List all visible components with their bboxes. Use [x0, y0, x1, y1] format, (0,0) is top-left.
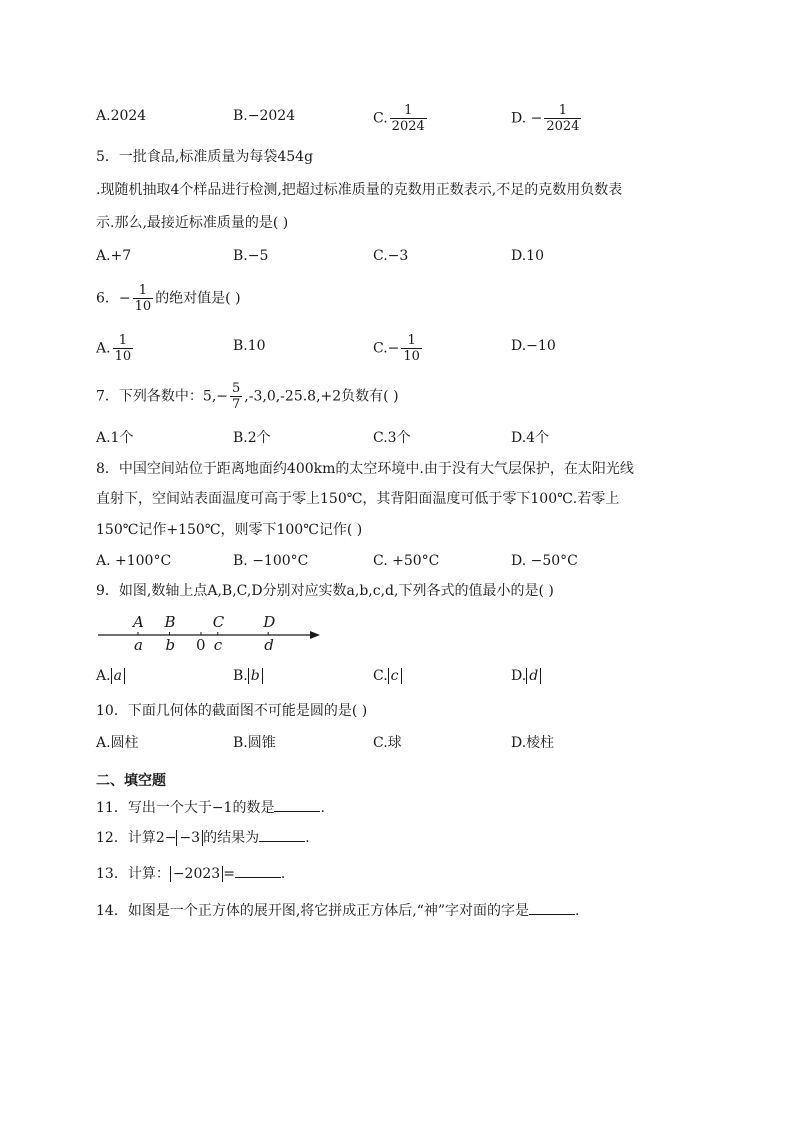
absolute-value: a [111, 668, 125, 684]
q10-option-b[interactable]: B.圆锥 [233, 735, 276, 751]
number-line [96, 612, 326, 654]
q11: 11．写出一个大于−1的数是 . [96, 796, 325, 820]
q9-option-d[interactable]: D. d [511, 663, 541, 689]
q8-options [96, 548, 736, 574]
q6-options [96, 333, 736, 364]
q7-option-d[interactable]: D.4个 [511, 430, 550, 446]
fraction: $\frac{1}{10}$ [403, 333, 420, 364]
section-title-fill-in: 二、填空题 [96, 773, 166, 789]
q10-options [96, 730, 736, 756]
q8-stem-line2: 直射下，空间站表面温度可高于零上150℃，其背阳面温度可低于零下100℃.若零上 [96, 491, 620, 507]
q10-option-d[interactable]: D.棱柱 [511, 735, 555, 751]
q10-stem: 10．下面几何体的截面图不可能是圆的是( ) [96, 703, 368, 719]
q7-option-a[interactable]: A.1个 [96, 430, 134, 446]
absolute-value: −2023 [170, 866, 223, 882]
q9-option-a[interactable]: A. a [96, 663, 125, 689]
fraction: $\frac{5}{7}$ [232, 381, 241, 412]
q6-stem: 6．− $\frac{1}{10}$ 的绝对值是( ) [96, 283, 241, 314]
q13: 13．计算： −2023 = . [96, 862, 285, 886]
q8-option-b[interactable]: B. −100°C [233, 553, 309, 569]
point-label-C: C [212, 613, 225, 631]
point-label-A: A [133, 613, 144, 631]
point-value-d: d [264, 636, 274, 654]
q12: 12．计算2− −3 的结果为 . [96, 826, 310, 850]
fraction: $\frac{1}{2024}$ [546, 103, 580, 134]
q7-options [96, 425, 736, 451]
q5-option-c[interactable]: C.−3 [373, 248, 409, 264]
q5-option-a[interactable]: A.+7 [96, 248, 132, 264]
q7-option-b[interactable]: B.2个 [233, 430, 271, 446]
q6-option-c[interactable]: C.− $\frac{1}{10}$ [373, 333, 420, 364]
q7-stem: 7．下列各数中：5,− $\frac{5}{7}$ ,-3,0,-25.8,+2负数有( ) [96, 381, 399, 412]
zero-label: 0 [196, 636, 206, 654]
q5-options [96, 243, 736, 269]
q10-option-a[interactable]: A.圆柱 [96, 735, 139, 751]
q5-stem-line2: .现随机抽取4个样品进行检测,把超过标准质量的克数用正数表示,不足的克数用负数表 [96, 182, 623, 198]
q10-option-c[interactable]: C.球 [373, 735, 402, 751]
q8-option-c[interactable]: C. +50°C [373, 553, 440, 569]
answer-blank[interactable] [529, 900, 575, 915]
q8-option-a[interactable]: A. +100°C [96, 553, 172, 569]
q9-stem: 9．如图,数轴上点A,B,C,D分别对应实数a,b,c,d,下列各式的值最小的是( ) [96, 583, 554, 599]
q7-option-c[interactable]: C.3个 [373, 430, 411, 446]
q14: 14．如图是一个正方体的展开图,将它拼成正方体后,“神”字对面的字是 . [96, 899, 579, 923]
number-line-arrow [310, 631, 320, 639]
q4-option-b[interactable]: B.−2024 [233, 108, 296, 124]
absolute-value: c [388, 668, 402, 684]
point-value-c: c [213, 636, 223, 654]
q6-option-d[interactable]: D.−10 [511, 338, 556, 354]
q5-stem-line3: 示.那么,最接近标准质量的是( ) [96, 215, 289, 231]
absolute-value: b [248, 668, 263, 684]
q5-option-d[interactable]: D.10 [511, 248, 544, 264]
q6-option-b[interactable]: B.10 [233, 338, 266, 354]
fraction: $\frac{1}{10}$ [134, 283, 152, 314]
q4-option-c[interactable]: C. $\frac{1}{2024}$ [373, 103, 425, 134]
q5-stem-line1: 5．一批食品,标准质量为每袋454g [96, 149, 314, 165]
q6-option-a[interactable]: A. $\frac{1}{10}$ [96, 333, 132, 364]
answer-blank[interactable] [274, 797, 320, 812]
q9-options [96, 663, 736, 689]
answer-blank[interactable] [235, 863, 281, 878]
q9-option-c[interactable]: C. c [373, 663, 402, 689]
absolute-value: −3 [176, 830, 203, 846]
q5-option-b[interactable]: B.−5 [233, 248, 269, 264]
point-label-D: D [263, 613, 276, 631]
answer-blank[interactable] [259, 827, 305, 842]
q8-stem-line1: 8．中国空间站位于距离地面约400km的太空环境中.由于没有大气层保护，在太阳光线 [96, 461, 634, 477]
fraction: $\frac{1}{2024}$ [391, 103, 425, 134]
point-label-B: B [164, 613, 176, 631]
q9-option-b[interactable]: B. b [233, 663, 263, 689]
q4-options [96, 103, 736, 134]
point-value-a: a [134, 636, 143, 654]
q8-stem-line3: 150℃记作+150℃，则零下100℃记作( ) [96, 522, 363, 538]
q4-option-a[interactable]: A.2024 [96, 108, 147, 124]
q8-option-d[interactable]: D. −50°C [511, 553, 578, 569]
absolute-value: d [526, 668, 541, 684]
point-value-b: b [165, 636, 176, 654]
fraction: $\frac{1}{10}$ [114, 333, 132, 364]
q4-option-d[interactable]: D. − $\frac{1}{2024}$ [511, 103, 580, 134]
